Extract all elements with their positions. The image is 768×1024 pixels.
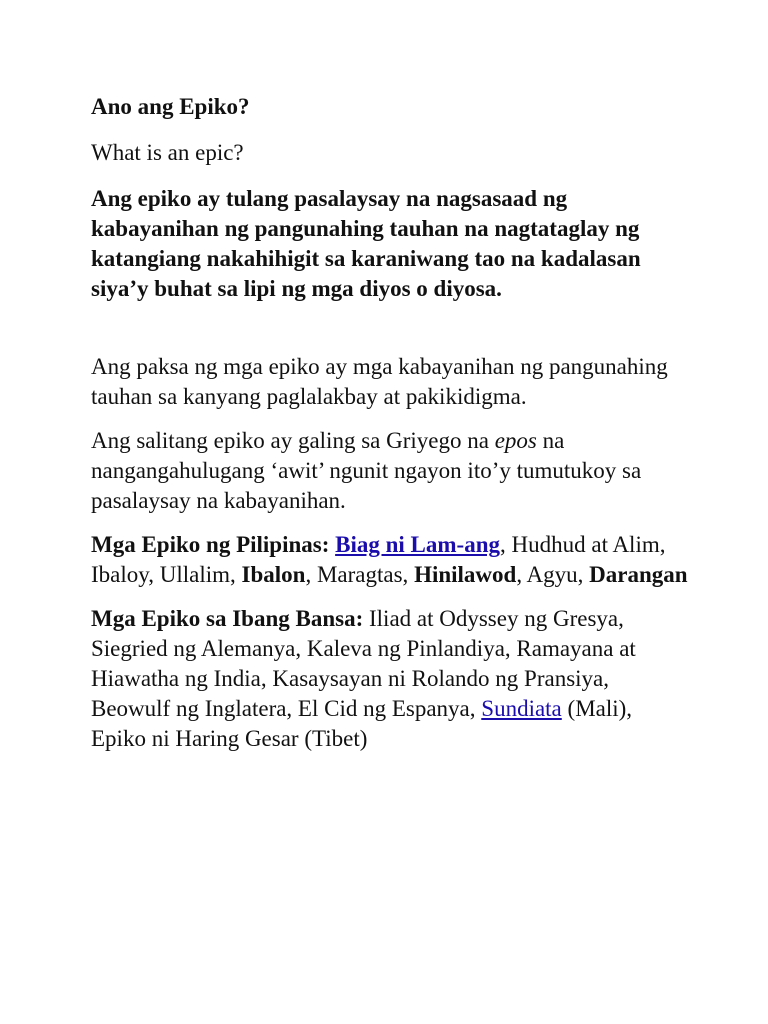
foreign-epics-label: Mga Epiko sa Ibang Bansa: <box>91 606 364 631</box>
ibalon-text: Ibalon <box>241 562 306 587</box>
philippine-epics-text-1: , Hudhud at Alim, Ibaloy, Ullalim, <box>91 532 666 587</box>
sundiata-link[interactable]: Sundiata <box>481 696 562 721</box>
document-body <box>91 92 691 768</box>
etymology-text-before: Ang salitang epiko ay galing sa Griyego na <box>91 428 495 453</box>
page-subtitle: What is an epic? <box>91 140 244 165</box>
foreign-epics-tail: (Mali), Epiko ni Haring Gesar (Tibet) <box>91 696 633 751</box>
epos-word: epos <box>494 428 537 453</box>
darangan-text: Darangan <box>589 562 688 587</box>
philippine-epics-text-3: , Agyu, <box>516 562 590 587</box>
foreign-epics-text: Iliad at Odyssey ng Gresya, Siegried ng Alemanya, Kaleva ng Pinlandiya, Ramayana at Hiawatha ng India, Kasaysayan ni Rolando ng Pransiya, Beowulf ng Inglatera, El Cid ng Espanya, <box>91 606 636 721</box>
biag-ni-lam-ang-link[interactable]: Biag ni Lam-ang <box>335 532 500 557</box>
definition-paragraph: Ang epiko ay tulang pasalaysay na nagsasaad ng kabayanihan ng pangunahing tauhan na nagtataglay ng katangiang nakahihigit sa karaniwang tao na kadalasan siya’y buhat sa lipi ng mga diyos o diyosa. <box>91 186 641 301</box>
philippine-epics-text-2: , Maragtas, <box>305 562 415 587</box>
etymology-text-after: na nangangahulugang ‘awit’ ngunit ngayon ito’y tumutukoy sa pasalaysay na kabayanihan. <box>91 428 642 513</box>
page-title: Ano ang Epiko? <box>91 94 250 119</box>
paksa-paragraph: Ang paksa ng mga epiko ay mga kabayanihan ng pangunahing tauhan sa kanyang paglalakbay at pakikidigma. <box>91 354 668 409</box>
foreign-epics-paragraph <box>91 604 691 754</box>
philippine-epics-label: Mga Epiko ng Pilipinas: <box>91 532 330 557</box>
etymology-paragraph <box>91 426 691 516</box>
philippine-epics-paragraph <box>91 530 691 590</box>
hinilawod-text: Hinilawod <box>414 562 517 587</box>
